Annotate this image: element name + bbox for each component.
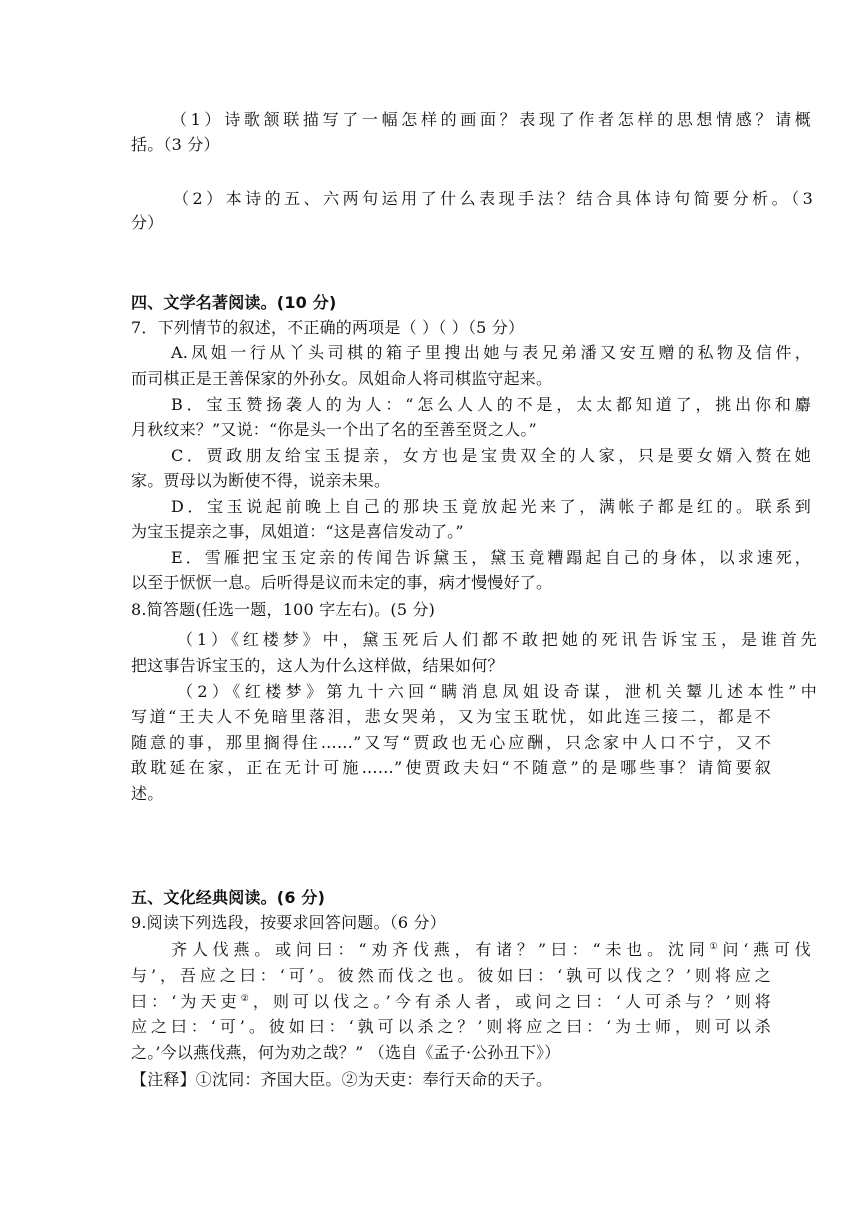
- option-d-line-1: D．宝玉说起前晚上自己的那块玉竟放起光来了，满帐子都是红的。联系到: [171, 497, 811, 516]
- question-8-stem: 8.简答题(任选一题，100 字左右)。(5 分): [131, 600, 436, 619]
- section-5-heading: 五、文化经典阅读。(6 分): [131, 888, 326, 907]
- option-c-line-2: 家。贾母以为断使不得，说亲未果。: [131, 471, 391, 490]
- question-2-line-2: 分）: [131, 213, 164, 232]
- option-e-line-1: E．雪雁把宝玉定亲的传闻告诉黛玉，黛玉竟糟蹋起自己的身体，以求速死，: [171, 548, 811, 567]
- question-8-1-line-1: （1）《红楼梦》中，黛玉死后人们都不敢把她的死讯告诉宝玉，是谁首先: [177, 630, 817, 649]
- option-a-line-1: A.凤姐一行从丫头司棋的箱子里搜出她与表兄弟潘又安互赠的私物及信件，: [171, 343, 811, 362]
- option-b-line-1: B．宝玉赞扬袭人的为人：“怎么人人的不是，太太都知道了，挑出你和麝: [171, 395, 811, 414]
- option-c-line-1: C．贾政朋友给宝玉提亲，女方也是宝贵双全的人家，只是要女婿入赘在她: [171, 446, 811, 465]
- passage-line-1-text-b: 问‘燕可伐: [722, 940, 811, 959]
- footnote-marker-2: ②: [240, 994, 253, 1004]
- question-7-stem: 7．下列情节的叙述，不正确的两项是（ ）（ ）（5 分）: [131, 318, 525, 337]
- passage-line-3-text-a: 曰：‘为天吏: [131, 992, 241, 1011]
- option-b-line-2: 月秋纹来？”又说：“你是头一个出了名的至善至贤之人。”: [131, 420, 537, 439]
- question-8-2-line-2: 写道“王夫人不免暗里落泪，悲女哭弟，又为宝玉耽忧，如此连三接二，都是不: [131, 707, 771, 726]
- passage-line-3: [131, 992, 771, 1012]
- option-e-line-2: 以至于恹恹一息。后听得是议而未定的事，病才慢慢好了。: [131, 573, 553, 592]
- question-8-2-line-3: 随意的事，那里搁得住……”又写“贾政也无心应酬，只念家中人口不宁，又不: [131, 733, 771, 752]
- passage-line-1-text-a: 齐人伐燕。或问曰：“劝齐伐燕，有诸？”曰：“未也。沈同: [171, 940, 710, 959]
- option-d-line-2: 为宝玉提亲之事，凤姐道：“这是喜信发动了。”: [131, 522, 464, 541]
- question-8-1-line-2: 把这事告诉宝玉的，这人为什么这样做，结果如何？: [131, 656, 504, 675]
- section-4-heading: 四、文学名著阅读。(10 分): [131, 293, 337, 312]
- passage-line-5: 之。’今以燕伐燕，何为劝之哉？” （选自《孟子·公孙丑下》）: [131, 1043, 561, 1062]
- option-a-line-2: 而司棋正是王善保家的外孙女。凤姐命人将司棋监守起来。: [131, 369, 553, 388]
- question-2-line-1: （2）本诗的五、六两句运用了什么表现手法？结合具体诗句简要分析。（3: [173, 189, 813, 208]
- passage-line-3-text-b: ，则可以伐之。’今有杀人者，或问之曰：‘人可杀与？’则将: [252, 992, 771, 1011]
- question-1-line-2: 括。（3 分）: [131, 135, 220, 154]
- question-8-2-line-1: （2）《红楼梦》第九十六回“瞒消息凤姐设奇谋，泄机关颦儿述本性”中: [177, 682, 817, 701]
- question-1-line-1: （1）诗歌颔联描写了一幅怎样的画面？表现了作者怎样的思想情感？请概: [171, 110, 811, 129]
- footnote-marker-1: ①: [709, 942, 723, 952]
- question-9-stem: 9.阅读下列选段，按要求回答问题。（6 分）: [131, 913, 446, 932]
- annotation-note: 【注释】①沈同：齐国大臣。②为天吏：奉行天命的天子。: [131, 1070, 553, 1089]
- passage-line-2: 与’，吾应之曰：‘可’。彼然而伐之也。彼如曰：‘孰可以伐之？’则将应之: [131, 966, 771, 985]
- question-8-2-line-4: 敢耽延在家，正在无计可施……”使贾政夫妇“不随意”的是哪些事？请简要叙: [131, 758, 771, 777]
- passage-line-4: 应之曰：‘可’。彼如曰：‘孰可以杀之？’则将应之曰：‘为士师，则可以杀: [131, 1017, 771, 1036]
- passage-line-1: [171, 940, 811, 960]
- question-8-2-line-5: 述。: [131, 784, 164, 803]
